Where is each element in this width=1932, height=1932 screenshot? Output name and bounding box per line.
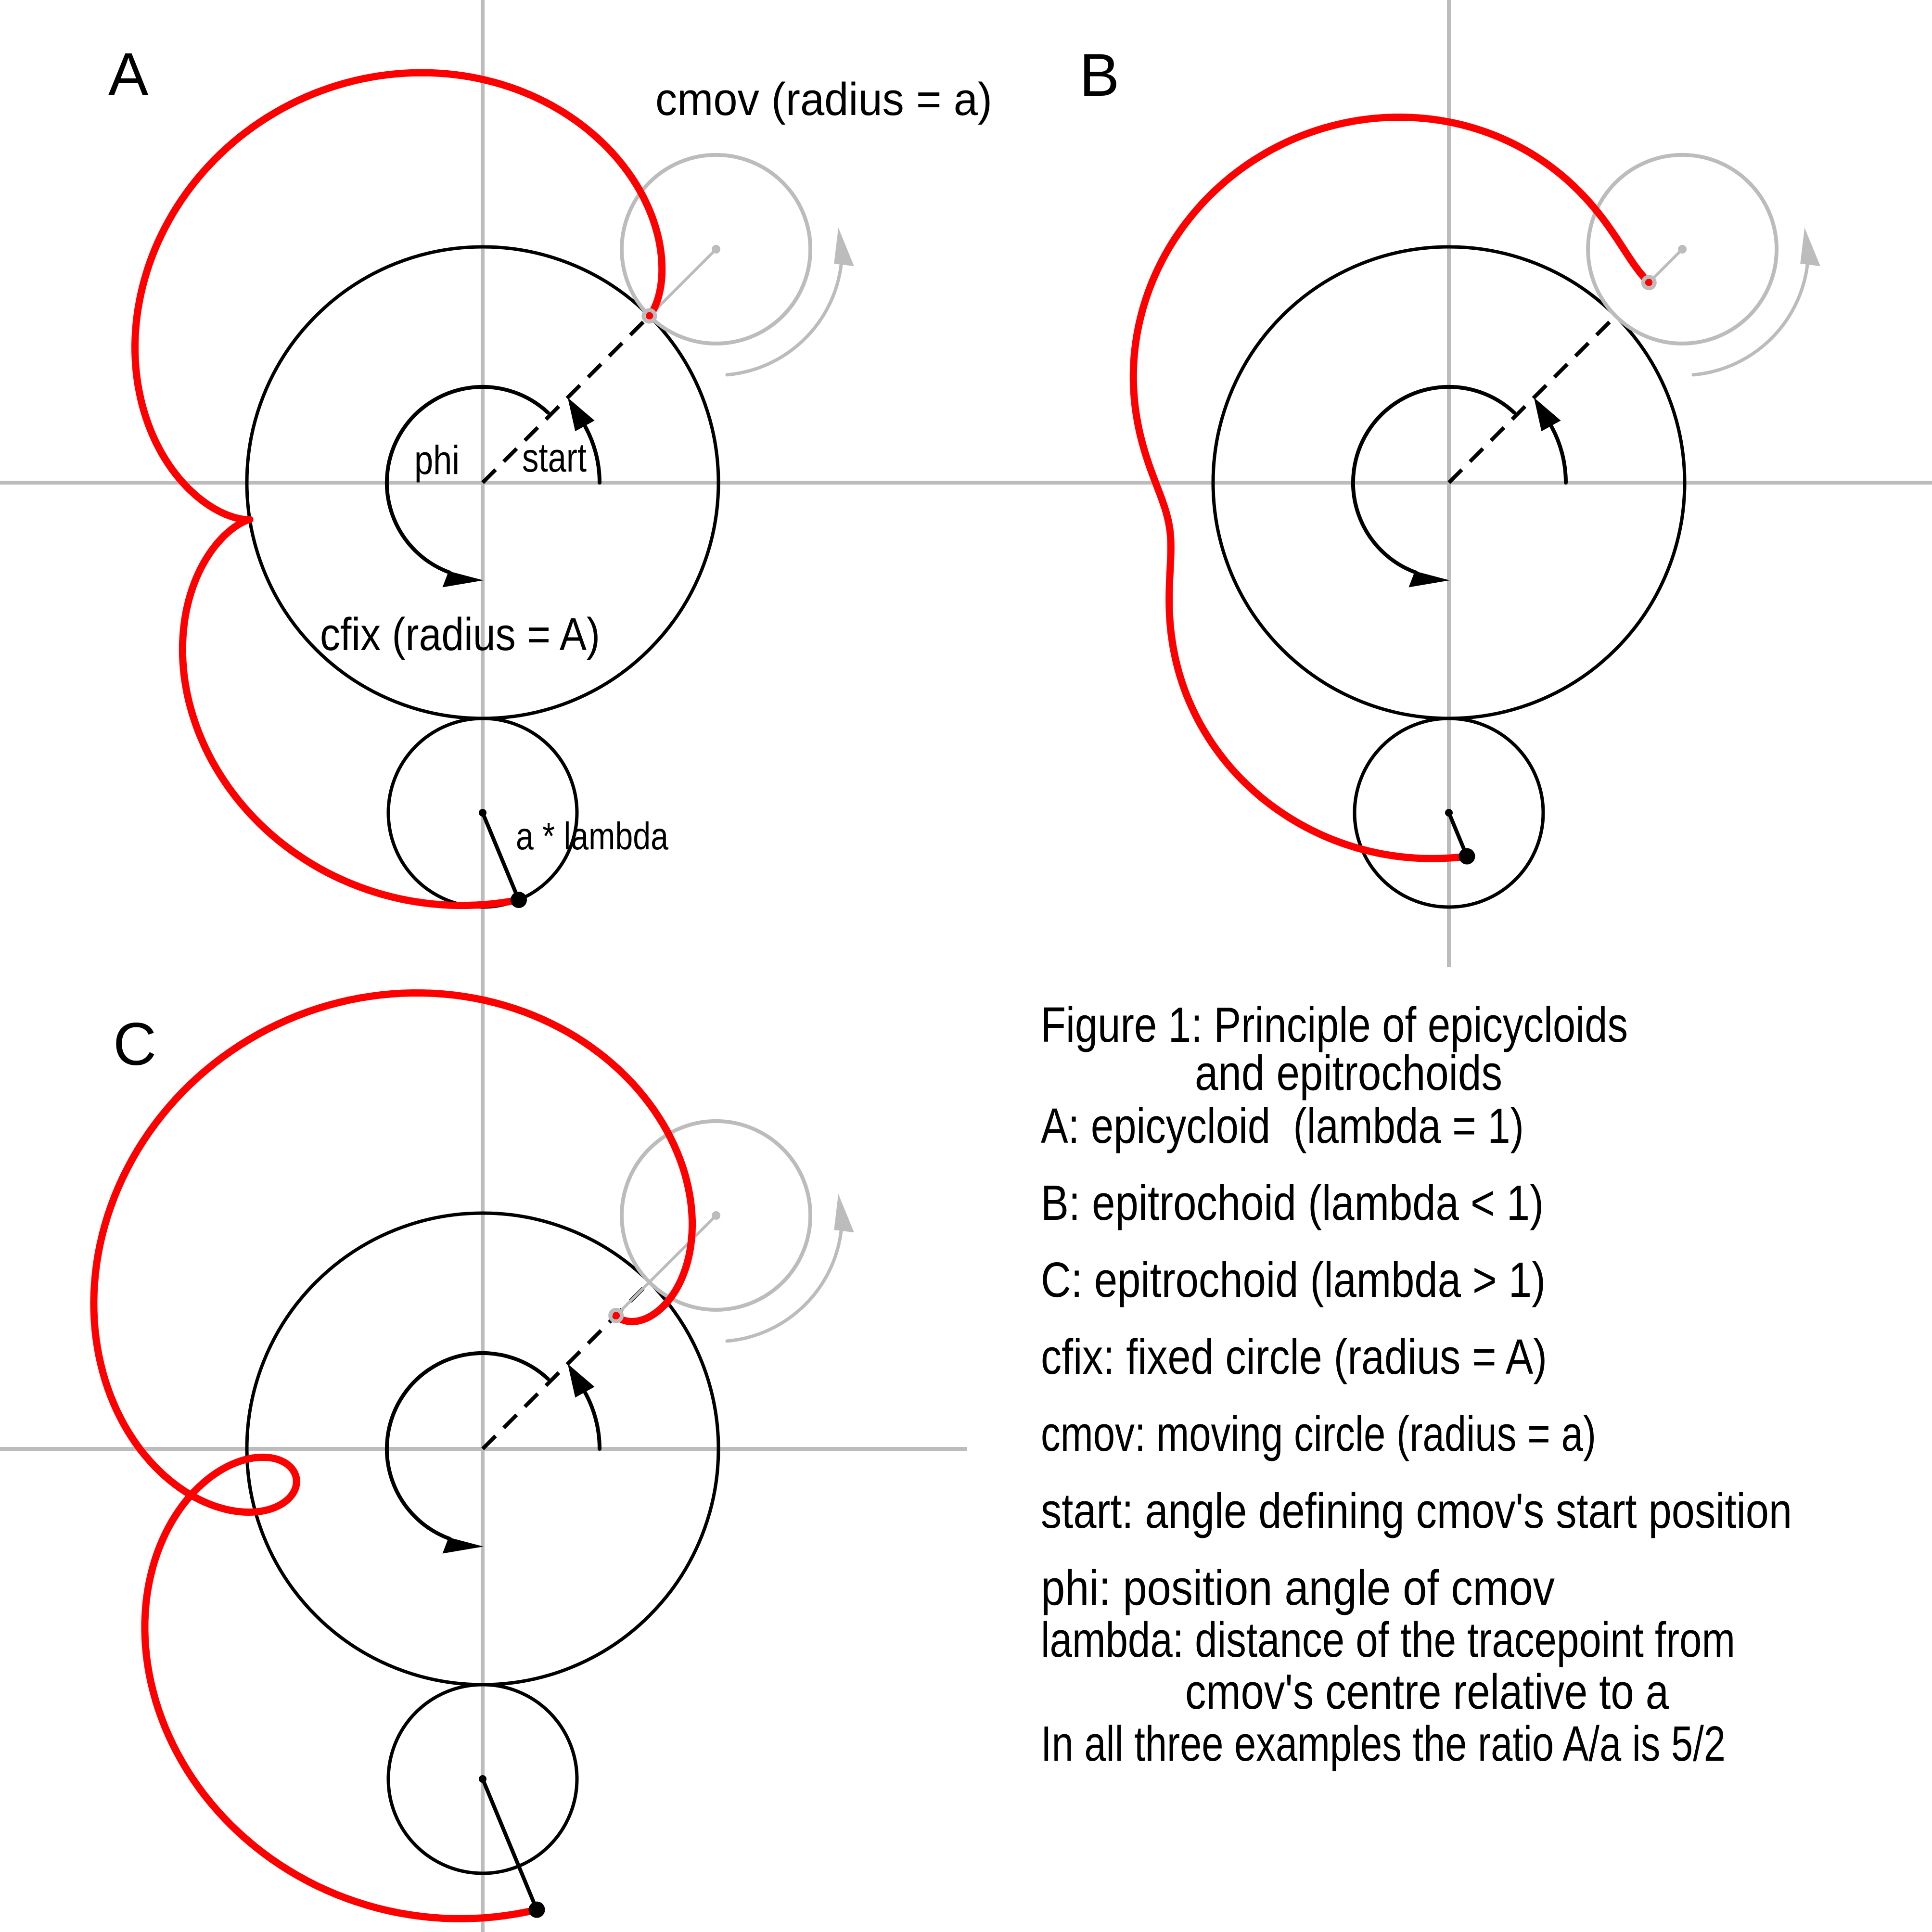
cmov-label: cmov (radius = a) <box>655 74 992 125</box>
phi-angle-arrowhead-a <box>443 571 484 588</box>
caption-line-11: In all three examples the ratio A/a is 5/2 <box>1041 1716 1726 1771</box>
start-radius-dashed-line-b <box>1449 316 1615 483</box>
tracepoint-arm-c <box>483 1779 537 1910</box>
trace-curve-a <box>135 73 662 906</box>
cmov-start-center-dot-b <box>1678 245 1687 254</box>
caption-line-0: Figure 1: Principle of epicycloids <box>1041 997 1628 1052</box>
tracepoint-dot-b <box>1459 848 1475 865</box>
caption-line-6: cmov: moving circle (radius = a) <box>1041 1406 1596 1461</box>
phi-angle-arc-c <box>387 1353 548 1539</box>
start-angle-arc-b <box>1551 425 1566 483</box>
caption-block <box>1041 997 1792 1771</box>
caption-line-2: A: epicycloid (lambda = 1) <box>1041 1098 1524 1153</box>
phi-angle-arrowhead-b <box>1409 571 1450 588</box>
start-angle-arrowhead-a <box>568 397 595 431</box>
cmov-start-center-dot-a <box>712 245 720 254</box>
phi-angle-arc-b <box>1353 387 1514 573</box>
cfix-label: cfix (radius = A) <box>320 609 600 660</box>
tracepoint-dot-c <box>529 1902 545 1918</box>
phi-angle-arrowhead-c <box>443 1537 484 1554</box>
panel-label-a: A <box>108 41 149 108</box>
caption-line-4: C: epitrochoid (lambda > 1) <box>1041 1252 1546 1307</box>
caption-line-8: phi: position angle of cmov <box>1041 1560 1555 1615</box>
cmov-rotation-arrowhead-b <box>1800 228 1820 266</box>
cmov-rotation-arc-c <box>727 1231 841 1341</box>
caption-line-10: cmov's centre relative to a <box>1185 1664 1669 1719</box>
panel-label-b: B <box>1079 42 1120 109</box>
start-label: start <box>522 435 587 480</box>
caption-line-3: B: epitrochoid (lambda < 1) <box>1041 1175 1544 1230</box>
start-angle-arrowhead-c <box>568 1364 595 1397</box>
tracepoint-dot-a <box>511 892 527 908</box>
caption-line-9: lambda: distance of the tracepoint from <box>1041 1612 1735 1667</box>
cmov-rotation-arc-b <box>1693 265 1807 375</box>
cmov-rotation-arc-a <box>727 265 841 375</box>
start-angle-arrowhead-b <box>1534 397 1561 431</box>
trace-curve-b <box>1133 117 1649 859</box>
start-angle-arc-a <box>585 425 600 483</box>
phi-label: phi <box>414 437 460 483</box>
cmov-start-center-dot-c <box>712 1211 720 1220</box>
caption-line-7: start: angle defining cmov's start position <box>1041 1483 1792 1538</box>
cmov-rotation-arrowhead-c <box>834 1194 854 1232</box>
cmov-rotation-arrowhead-a <box>834 228 854 266</box>
a-lambda-label: a * lambda <box>516 815 669 857</box>
start-angle-arc-c <box>585 1391 600 1449</box>
trace-curve-c <box>94 993 692 1919</box>
caption-line-5: cfix: fixed circle (radius = A) <box>1041 1329 1547 1384</box>
caption-line-1: and epitrochoids <box>1195 1045 1502 1100</box>
tracepoint-arm-a <box>483 813 519 900</box>
panel-label-c: C <box>113 1011 157 1078</box>
